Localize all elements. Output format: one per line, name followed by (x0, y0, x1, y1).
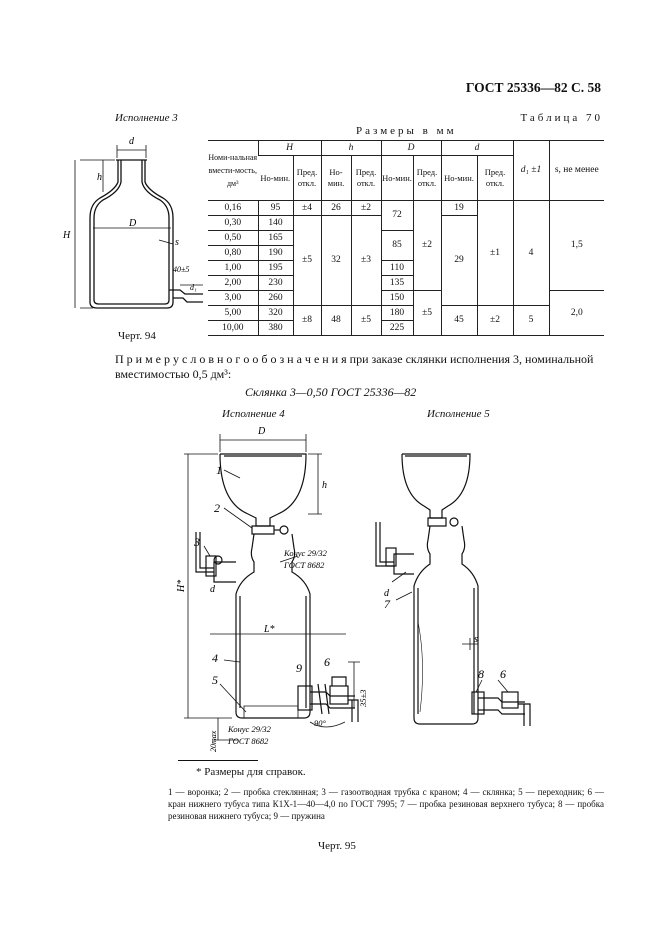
sub-dev: Пред. откл. (477, 156, 513, 201)
cell-H-nom: 195 (258, 261, 293, 276)
cell-D-nom: 180 (381, 306, 413, 321)
figure94-caption: Черт. 94 (118, 330, 156, 342)
cell-H-dev: ±8 (293, 306, 321, 336)
variant5-title: Исполнение 5 (427, 408, 490, 420)
fig94-label-D: D (129, 218, 137, 229)
figure94-variant: Исполнение 3 (115, 112, 178, 124)
cell-D-dev: ±5 (413, 291, 441, 336)
cell-D-nom: 72 (381, 201, 413, 231)
fig95-angle: 90° (314, 718, 326, 728)
sub-nom: Но-мин. (441, 156, 477, 201)
fig95-callout-1: 1 (216, 463, 222, 477)
group-d: d (441, 141, 513, 156)
col-d1: d₁ ±1 (513, 141, 549, 201)
fig95-v5-label-s: s (474, 634, 478, 645)
cell-D-nom: 150 (381, 291, 413, 306)
sub-nom: Но-мин. (258, 156, 293, 201)
cell-h-dev: ±5 (351, 306, 381, 336)
cell-capacity: 0,30 (208, 216, 258, 231)
fig95-v5-callout-6: 6 (500, 667, 506, 681)
cell-h-dev: ±2 (351, 201, 381, 216)
fig95-callout-6: 6 (324, 655, 330, 669)
cell-capacity: 1,00 (208, 261, 258, 276)
cell-capacity: 0,16 (224, 202, 242, 213)
fig95-dim-35: 35±3 (358, 689, 368, 707)
cell-D-nom: 85 (381, 231, 413, 261)
figure95-caption: Черт. 95 (318, 840, 356, 852)
fig94-label-neck: 40±5 (173, 265, 190, 274)
sub-dev: Пред. откл. (351, 156, 381, 201)
fig94-label-h: h (97, 172, 102, 183)
sub-nom: Но-мин. (321, 156, 351, 201)
cell-s: 1,5 (549, 201, 604, 291)
fig95-label-h: h (322, 480, 327, 491)
cell-H-nom: 320 (258, 306, 293, 321)
fig95-v5-callout-7: 7 (384, 597, 390, 611)
cell-capacity: 10,00 (208, 321, 258, 336)
fig95-cone2-line1: Конус 29/32 (228, 724, 271, 734)
table-subtitle: Размеры в мм (356, 125, 457, 137)
cell-H-nom: 165 (258, 231, 293, 246)
example-text: П р и м е р у с л о в н о г о о б о з н а ч е н и я при заказе склянки исполнения 3, номинальной вместимостью 0,5 дм³: (115, 352, 594, 381)
footnote-rule (178, 760, 258, 761)
cell-D-nom: 135 (381, 276, 413, 291)
fig95-callout-9: 9 (296, 661, 302, 675)
page-header: ГОСТ 25336—82 С. 58 (465, 80, 601, 95)
figure95-legend: 1 — воронка; 2 — пробка стеклянная; 3 — газоотводная трубка с краном; 4 — склянка; 5 — переходник; 6 — кран нижнего тубуса типа К1Х-1—40—4,0 по ГОСТ 7995; 7 — пробка резиновая верхнего тубуса; 8 — пробка резиновая нижнего тубуса; 9 — пружина (168, 787, 604, 821)
fig94-label-d: d (129, 136, 134, 147)
cell-h-nom: 32 (321, 216, 351, 306)
col-capacity: Номи-нальная вмести-мость, дм³ (208, 141, 258, 201)
cell-H-nom: 190 (258, 246, 293, 261)
group-h: h (321, 141, 381, 156)
sub-dev: Пред. откл. (293, 156, 321, 201)
example-formula: Склянка 3—0,50 ГОСТ 25336—82 (245, 385, 417, 399)
table-70 (208, 140, 604, 336)
fig95-callout-5: 5 (212, 673, 218, 687)
cell-D-dev: ±2 (413, 201, 441, 291)
cell-d-dev: ±1 (477, 201, 513, 306)
cell-d-nom: 19 (441, 201, 477, 216)
fig95-v5-callout-8: 8 (478, 667, 484, 681)
cell-d1: 4 (513, 201, 549, 306)
cell-capacity: 2,00 (208, 276, 258, 291)
fig95-dim-20max: 20max (209, 730, 218, 752)
cell-H-nom: 380 (258, 321, 293, 336)
cell-d-nom: 29 (441, 216, 477, 306)
fig95-callout-2: 2 (214, 501, 220, 515)
fig94-label-H: H (63, 230, 71, 241)
cell-capacity: 0,50 (208, 231, 258, 246)
cell-s: 2,0 (549, 291, 604, 336)
group-D: D (381, 141, 441, 156)
cell-H-nom: 95 (258, 201, 293, 216)
figure94-drawing (55, 130, 205, 330)
footnote: * Размеры для справок. (196, 766, 306, 778)
group-H: H (258, 141, 321, 156)
cell-d-nom: 45 (441, 306, 477, 336)
sub-dev: Пред. откл. (413, 156, 441, 201)
fig95-cone1-line1: Конус 29/32 (284, 548, 327, 558)
col-s: s, не менее (549, 141, 604, 201)
figure95-drawing (176, 422, 560, 762)
cell-h-nom: 26 (321, 201, 351, 216)
fig95-label-H: H* (176, 579, 187, 592)
fig95-cone2-line2: ГОСТ 8682 (228, 736, 269, 746)
fig95-label-L: L* (264, 624, 275, 635)
cell-H-dev: ±4 (293, 201, 321, 216)
fig94-label-s: s (175, 237, 179, 248)
fig95-callout-3: 3 (194, 535, 200, 549)
cell-h-dev: ±3 (351, 216, 381, 306)
cell-D-nom: 225 (381, 321, 413, 336)
fig95-v5-label-d: d (384, 588, 389, 599)
cell-d-dev: ±2 (477, 306, 513, 336)
fig95-label-D: D (258, 426, 266, 437)
cell-H-nom: 140 (258, 216, 293, 231)
cell-H-dev: ±5 (293, 216, 321, 306)
table-title: Таблица 70 (520, 112, 603, 124)
cell-capacity: 5,00 (208, 306, 258, 321)
sub-nom: Но-мин. (381, 156, 413, 201)
variant4-title: Исполнение 4 (222, 408, 285, 420)
fig95-callout-4: 4 (212, 651, 218, 665)
cell-H-nom: 230 (258, 276, 293, 291)
cell-D-nom: 110 (381, 261, 413, 276)
fig94-label-d1: d₁ (190, 283, 197, 292)
cell-d1: 5 (513, 306, 549, 336)
fig95-label-d: d (210, 584, 215, 595)
cell-h-nom: 48 (321, 306, 351, 336)
cell-capacity: 3,00 (208, 291, 258, 306)
cell-capacity: 0,80 (208, 246, 258, 261)
cell-H-nom: 260 (258, 291, 293, 306)
fig95-cone1-line2: ГОСТ 8682 (284, 560, 325, 570)
